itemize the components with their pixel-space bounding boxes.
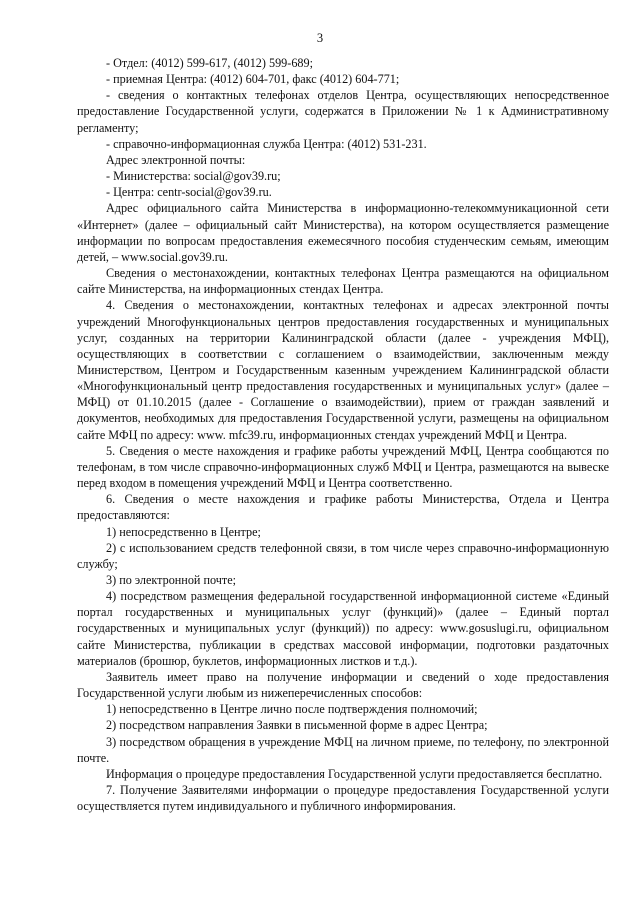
document-paragraph: - Министерства: social@gov39.ru; <box>106 169 281 184</box>
document-paragraph: 1) непосредственно в Центре; <box>106 524 261 539</box>
document-paragraph: 6. Сведения о месте нахождения и графике работы Министерства, Отдела и Центра предоставляются: <box>77 492 609 523</box>
document-paragraph: 5. Сведения о месте нахождения и графике работы учреждений МФЦ, Центра сообщаются по телефонам, в том числе справочно-информационных служб МФЦ и Центра, размещаются на вывеске перед входом в помещения учреждений МФЦ и Центра соответственно. <box>77 443 609 491</box>
document-paragraph: - приемная Центра: (4012) 604-701, факс (4012) 604-771; <box>106 72 400 87</box>
document-paragraph: Заявитель имеет право на получение информации и сведений о ходе предоставления Государственной услуги любым из нижеперечисленных способов: <box>77 669 609 701</box>
document-paragraph: 2) с использованием средств телефонной связи, в том числе через справочно-информационную службу; <box>77 540 609 571</box>
page-number: 3 <box>316 31 324 45</box>
document-paragraph: 1) непосредственно в Центре лично после подтверждения полномочий; <box>106 702 478 717</box>
document-paragraph: Адрес электронной почты: <box>106 152 246 167</box>
document-paragraph: 4. Сведения о местонахождении, контактных телефонах и адресах электронной почты учреждений Многофункциональных центров предоставления государственных и муниципальных услуг, созданных на территории Калининградской области (далее - учреждения МФЦ), осуществляющих в соответствии с соглашением о взаимодействии, заключенным между Министерством, Центром и Государственным казенным учреждением Калининградской области «Многофункциональный центр предоставления государственных и муниципальных услуг» (далее – МФЦ) от 01.10.2015 (далее - Соглашение о взаимодействии), прием от граждан заявлений и документов, необходимых для предоставления Государственной услуги, размещены на официальном сайте МФЦ по адресу: www. mfc39.ru, информационных стендах учреждений МФЦ и Центра. <box>77 298 609 442</box>
document-paragraph: Сведения о местонахождении, контактных телефонах Центра размещаются на официальном сайте Министерства, на информационных стендах Центра. <box>77 266 609 297</box>
document-paragraph: 3) по электронной почте; <box>106 573 237 587</box>
document-paragraph: Информация о процедуре предоставления Государственной услуги предоставляется бесплатно. <box>106 766 603 781</box>
document-paragraph: Адрес официального сайта Министерства в информационно-телекоммуникационной сети «Интернет» (далее – официальный сайт Министерства), на котором осуществляется размещение информации по вопросам предоставления ежемесячного пособия студенческим семьям, имеющим детей, – www.social.gov39.ru. <box>77 201 609 264</box>
document-paragraph: - справочно-информационная служба Центра: (4012) 531-231. <box>106 136 427 151</box>
document-paragraph: 2) посредством направления Заявки в письменной форме в адрес Центра; <box>106 718 488 733</box>
document-paragraph: 4) посредством размещения федеральной государственной информационной системе «Единый портал государственных и муниципальных услуг (функций)» (далее – Единый портал государственных и муниципальных услуг (функций)) по адресу: www.gosuslugi.ru, официальном сайте Министерства, публикации в средствах массовой информации, подготовки раздаточных материалов (брошюр, буклетов, информационных листков и т.д.). <box>77 589 609 668</box>
document-paragraph: 7. Получение Заявителями информации о процедуре предоставления Государственной услуги осуществляется путем индивидуального и публичного информирования. <box>77 783 609 814</box>
document-paragraph: - Центра: centr-social@gov39.ru. <box>106 185 272 200</box>
document-paragraph: 3) посредством обращения в учреждение МФЦ на личном приеме, по телефону, по электронной почте. <box>77 734 609 765</box>
document-paragraph: - Отдел: (4012) 599-617, (4012) 599-689; <box>106 56 313 70</box>
document-body <box>77 55 609 814</box>
document-paragraph: - сведения о контактных телефонах отделов Центра, осуществляющих непосредственное предоставление Государственной услуги, содержатся в Приложении № 1 к Административному регламенту; <box>77 88 609 135</box>
